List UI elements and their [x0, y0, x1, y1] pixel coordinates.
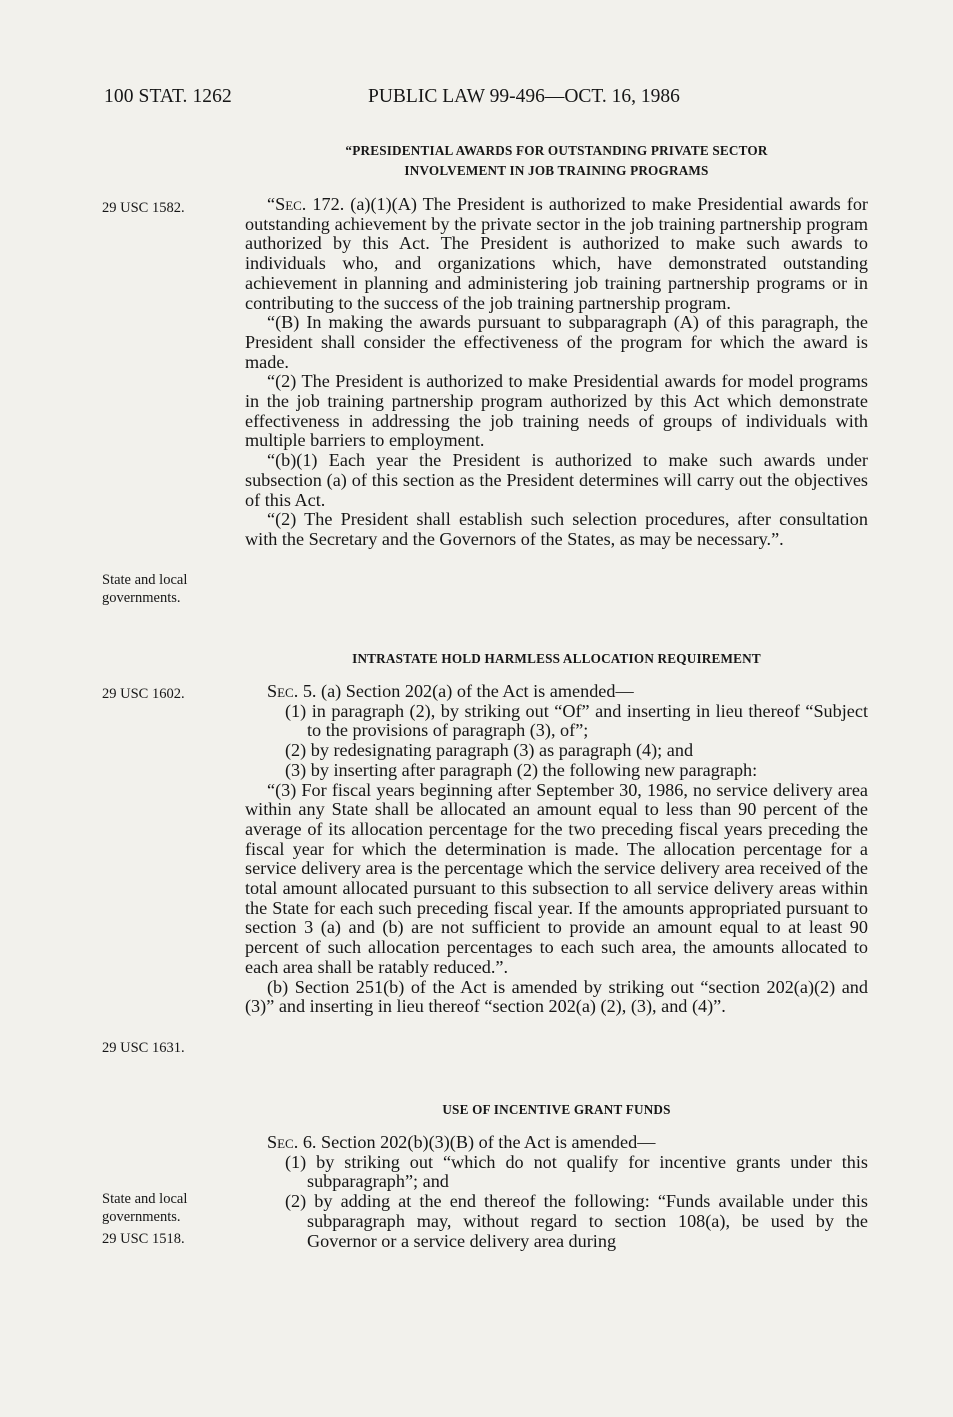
section-label: Sec.	[267, 681, 299, 701]
paragraph-text: 172. (a)(1)(A) The President is authorized to make Presidential awards for outstanding achievement by the private sector in the job training partnership program authorized by this Act. The President is authorized to make such awards to individuals who, and organizations which, have demonstrated outstanding achievement in planning and administering job training partnership programs or in contributing to the success of the job training partnership program.	[245, 194, 868, 313]
paragraph	[245, 682, 868, 702]
margin-note-line: governments.	[102, 590, 181, 606]
margin-note-usc: 29 USC 1602.	[102, 686, 185, 702]
section-5-body	[245, 682, 868, 1017]
list-item: (3) by inserting after paragraph (2) the following new paragraph:	[285, 759, 758, 780]
margin-note-line: State and local	[102, 1191, 188, 1207]
paragraph: (b) Section 251(b) of the Act is amended by striking out “section 202(a)(2) and (3)” and inserting in lieu thereof “section 202(a) (2), (3), and (4)”.	[245, 976, 868, 1017]
paragraph: “(2) The President shall establish such selection procedures, after consultation with the Secretary and the Governors of the States, as may be necessary.”.	[245, 509, 868, 549]
page-header-title: PUBLIC LAW 99-496—OCT. 16, 1986	[368, 86, 680, 107]
margin-note-line: governments.	[102, 1209, 181, 1225]
heading-line: INVOLVEMENT IN JOB TRAINING PROGRAMS	[404, 163, 709, 178]
margin-note-usc: 29 USC 1582.	[102, 200, 185, 216]
margin-note-usc: 29 USC 1631.	[102, 1040, 185, 1056]
section-heading-hold-harmless: INTRASTATE HOLD HARMLESS ALLOCATION REQUIREMENT	[352, 651, 761, 666]
page-reference: 100 STAT. 1262	[104, 86, 232, 107]
margin-note-line: State and local	[102, 572, 188, 588]
paragraph	[245, 195, 868, 313]
paragraph: “(3) For fiscal years beginning after September 30, 1986, no service delivery area within any State shall be allocated an amount equal to less than 90 percent of the average of its allocation percentage for the two preceding fiscal years preceding the fiscal year for which the determination is made. The allocation percentage for a service delivery area is the percentage which the service delivery area received of the total amount allocated pursuant to this subsection to all service delivery areas within the State for each such preceding fiscal year. If the amounts appropriated pursuant to section 3 (a) and (b) are not sufficient to provide an amount equal to at least 90 percent of such allocation percentages to each such area, the amounts allocated to each area shall be ratably reduced.”.	[245, 779, 868, 977]
section-heading-incentive-grants: USE OF INCENTIVE GRANT FUNDS	[442, 1102, 671, 1117]
paragraph	[245, 1133, 868, 1153]
section-label: Sec.	[267, 1132, 299, 1152]
list-item: (2) by adding at the end thereof the following: “Funds available under this subparagraph may, without regard to section 108(a), be used by the Governor or a service delivery area during	[285, 1191, 868, 1251]
margin-note-state-local	[102, 1190, 187, 1226]
section-label: “Sec.	[267, 194, 307, 214]
section-172-body	[245, 195, 868, 550]
list-item: (1) in paragraph (2), by striking out “Of” and inserting in lieu thereof “Subject to the provisions of paragraph (3), of”;	[285, 700, 868, 741]
list-item: (1) by striking out “which do not qualify for incentive grants under this subparagraph”; and	[285, 1151, 868, 1192]
margin-note-usc: 29 USC 1518.	[102, 1231, 185, 1247]
paragraph-text: 6. Section 202(b)(3)(B) of the Act is amended—	[298, 1132, 656, 1152]
paragraph: “(B) In making the awards pursuant to subparagraph (A) of this paragraph, the President shall consider the effectiveness of the program for which the award is made.	[245, 312, 868, 372]
list-item: (2) by redesignating paragraph (3) as paragraph (4); and	[285, 740, 694, 761]
heading-line: “PRESIDENTIAL AWARDS FOR OUTSTANDING PRIVATE SECTOR	[345, 143, 768, 158]
paragraph: “(2) The President is authorized to make Presidential awards for model programs in the job training partnership program authorized by this Act which demonstrate effectiveness in addressing the job training needs of groups of individuals with multiple barriers to employment.	[245, 371, 868, 451]
paragraph-text: 5. (a) Section 202(a) of the Act is amended—	[298, 681, 634, 701]
paragraph: “(b)(1) Each year the President is authorized to make such awards under subsection (a) of this section as the President determines will carry out the objectives of this Act.	[245, 450, 868, 510]
section-heading-presidential-awards	[245, 141, 868, 181]
margin-note-state-local	[102, 571, 187, 607]
section-6-body	[245, 1133, 868, 1251]
